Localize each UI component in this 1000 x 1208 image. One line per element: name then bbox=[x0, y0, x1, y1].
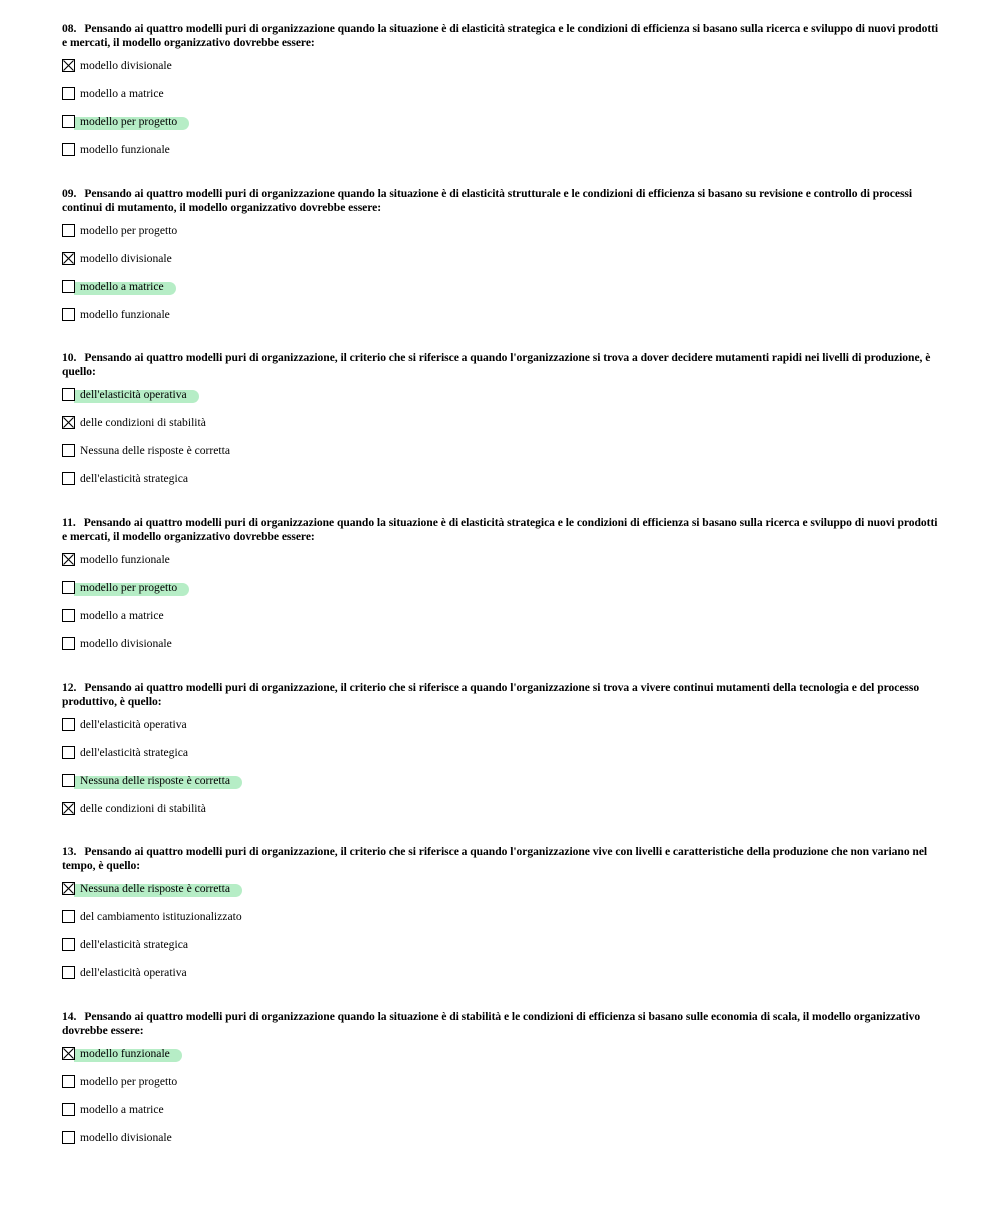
checked-checkbox-icon[interactable] bbox=[62, 882, 75, 895]
answer-option[interactable] bbox=[62, 388, 942, 416]
option-label: modello a matrice bbox=[80, 608, 164, 622]
answer-option[interactable] bbox=[62, 1047, 942, 1075]
option-label: dell'elasticità operativa bbox=[80, 965, 187, 979]
options-list bbox=[62, 59, 942, 170]
question-11 bbox=[62, 516, 942, 664]
question-number: 13 . bbox=[62, 845, 76, 858]
question-number: 14 . bbox=[62, 1010, 76, 1023]
question-08 bbox=[62, 22, 942, 170]
x-mark-icon bbox=[63, 554, 74, 565]
answer-option[interactable] bbox=[62, 444, 942, 472]
option-label: modello per progetto bbox=[80, 224, 178, 238]
empty-checkbox-icon[interactable] bbox=[62, 746, 75, 759]
options-list bbox=[62, 224, 942, 335]
answer-option[interactable] bbox=[62, 1131, 942, 1159]
empty-checkbox-icon[interactable] bbox=[62, 472, 75, 485]
option-label: Nessuna delle risposte è corretta bbox=[80, 882, 231, 896]
answer-option[interactable] bbox=[62, 59, 942, 87]
question-body: Pensando ai quattro modelli puri di organizzazione quando la situazione è di elasticità strategica e le condizioni di efficienza si basano sulla ricerca e sviluppo di nuovi prodotti e mercati, il modello organizzativo dovrebbe essere: bbox=[62, 516, 938, 543]
answer-option[interactable] bbox=[62, 553, 942, 581]
empty-checkbox-icon[interactable] bbox=[62, 938, 75, 951]
option-label: modello funzionale bbox=[80, 307, 170, 321]
empty-checkbox-icon[interactable] bbox=[62, 1103, 75, 1116]
option-label: Nessuna delle risposte è corretta bbox=[80, 773, 231, 787]
answer-option[interactable] bbox=[62, 966, 942, 994]
question-body: Pensando ai quattro modelli puri di organizzazione quando la situazione è di elasticità strutturale e le condizioni di efficienza si basano su revisione e controllo di processi continui di mutamento, il modello organizzativo dovrebbe essere: bbox=[62, 187, 913, 214]
question-number: 11 . bbox=[62, 516, 76, 529]
answer-option[interactable] bbox=[62, 224, 942, 252]
question-09 bbox=[62, 187, 942, 335]
options-list bbox=[62, 718, 942, 829]
option-label: modello per progetto bbox=[80, 1074, 178, 1088]
question-14 bbox=[62, 1010, 942, 1158]
option-label: modello per progetto bbox=[80, 114, 178, 128]
empty-checkbox-icon[interactable] bbox=[62, 115, 75, 128]
option-label: modello a matrice bbox=[80, 86, 164, 100]
empty-checkbox-icon[interactable] bbox=[62, 637, 75, 650]
question-body: Pensando ai quattro modelli puri di organizzazione, il criterio che si riferisce a quando l'organizzazione si trova a vivere continui mutamenti della tecnologia e del processo produttivo, è quello: bbox=[62, 681, 920, 708]
empty-checkbox-icon[interactable] bbox=[62, 718, 75, 731]
option-label: modello a matrice bbox=[80, 279, 164, 293]
checked-checkbox-icon[interactable] bbox=[62, 252, 75, 265]
question-text bbox=[62, 22, 942, 49]
options-list bbox=[62, 553, 942, 664]
answer-option[interactable] bbox=[62, 938, 942, 966]
option-label: modello funzionale bbox=[80, 142, 170, 156]
question-number: 12 . bbox=[62, 681, 76, 694]
answer-option[interactable] bbox=[62, 1103, 942, 1131]
empty-checkbox-icon[interactable] bbox=[62, 143, 75, 156]
empty-checkbox-icon[interactable] bbox=[62, 581, 75, 594]
checked-checkbox-icon[interactable] bbox=[62, 416, 75, 429]
empty-checkbox-icon[interactable] bbox=[62, 444, 75, 457]
question-10 bbox=[62, 351, 942, 499]
empty-checkbox-icon[interactable] bbox=[62, 224, 75, 237]
option-label: modello funzionale bbox=[80, 1047, 170, 1061]
answer-option[interactable] bbox=[62, 143, 942, 171]
question-text bbox=[62, 681, 942, 708]
answer-option[interactable] bbox=[62, 115, 942, 143]
checked-checkbox-icon[interactable] bbox=[62, 1047, 75, 1060]
x-mark-icon bbox=[63, 417, 74, 428]
options-list bbox=[62, 1047, 942, 1158]
x-mark-icon bbox=[63, 803, 74, 814]
option-label: Nessuna delle risposte è corretta bbox=[80, 443, 231, 457]
answer-option[interactable] bbox=[62, 1075, 942, 1103]
x-mark-icon bbox=[63, 883, 74, 894]
checked-checkbox-icon[interactable] bbox=[62, 59, 75, 72]
empty-checkbox-icon[interactable] bbox=[62, 87, 75, 100]
option-label: dell'elasticità strategica bbox=[80, 937, 188, 951]
question-text bbox=[62, 845, 942, 872]
x-mark-icon bbox=[63, 60, 74, 71]
answer-option[interactable] bbox=[62, 252, 942, 280]
question-body: Pensando ai quattro modelli puri di organizzazione, il criterio che si riferisce a quando l'organizzazione vive con livelli e caratteristiche della produzione che non variano nel tempo, è quello: bbox=[62, 845, 928, 872]
options-list bbox=[62, 882, 942, 993]
question-12 bbox=[62, 681, 942, 829]
answer-option[interactable] bbox=[62, 774, 942, 802]
empty-checkbox-icon[interactable] bbox=[62, 774, 75, 787]
option-label: del cambiamento istituzionalizzato bbox=[80, 909, 242, 923]
question-13 bbox=[62, 845, 942, 993]
empty-checkbox-icon[interactable] bbox=[62, 609, 75, 622]
question-body: Pensando ai quattro modelli puri di organizzazione quando la situazione è di stabilità e le condizioni di efficienza si basano sulle economia di scala, il modello organizzativo dovrebbe essere: bbox=[62, 1010, 921, 1037]
option-label: modello funzionale bbox=[80, 553, 170, 567]
empty-checkbox-icon[interactable] bbox=[62, 308, 75, 321]
empty-checkbox-icon[interactable] bbox=[62, 1075, 75, 1088]
answer-option[interactable] bbox=[62, 802, 942, 830]
answer-option[interactable] bbox=[62, 882, 942, 910]
answer-option[interactable] bbox=[62, 280, 942, 308]
empty-checkbox-icon[interactable] bbox=[62, 910, 75, 923]
option-label: modello divisionale bbox=[80, 1130, 172, 1144]
question-body: Pensando ai quattro modelli puri di organizzazione quando la situazione è di elasticità strategica e le condizioni di efficienza si basano sulla ricerca e sviluppo di nuovi prodotti e mercati, il modello organizzativo dovrebbe essere: bbox=[62, 22, 939, 49]
options-list bbox=[62, 388, 942, 499]
option-label: modello divisionale bbox=[80, 59, 172, 73]
answer-option[interactable] bbox=[62, 87, 942, 115]
x-mark-icon bbox=[63, 253, 74, 264]
question-number: 09 . bbox=[62, 187, 76, 200]
option-label: modello per progetto bbox=[80, 580, 178, 594]
option-label: modello divisionale bbox=[80, 251, 172, 265]
answer-option[interactable] bbox=[62, 581, 942, 609]
empty-checkbox-icon[interactable] bbox=[62, 1131, 75, 1144]
answer-option[interactable] bbox=[62, 416, 942, 444]
option-label: delle condizioni di stabilità bbox=[80, 801, 206, 815]
question-number: 08 . bbox=[62, 22, 76, 35]
question-text bbox=[62, 187, 942, 214]
option-label: modello divisionale bbox=[80, 636, 172, 650]
question-text bbox=[62, 1010, 942, 1037]
answer-option[interactable] bbox=[62, 637, 942, 665]
answer-option[interactable] bbox=[62, 746, 942, 774]
option-label: dell'elasticità operativa bbox=[80, 388, 187, 402]
question-number: 10 . bbox=[62, 351, 76, 364]
answer-option[interactable] bbox=[62, 308, 942, 336]
answer-option[interactable] bbox=[62, 472, 942, 500]
answer-option[interactable] bbox=[62, 910, 942, 938]
option-label: delle condizioni di stabilità bbox=[80, 415, 206, 429]
option-label: dell'elasticità operativa bbox=[80, 718, 187, 732]
checked-checkbox-icon[interactable] bbox=[62, 553, 75, 566]
question-text bbox=[62, 516, 942, 543]
empty-checkbox-icon[interactable] bbox=[62, 280, 75, 293]
checked-checkbox-icon[interactable] bbox=[62, 802, 75, 815]
answer-option[interactable] bbox=[62, 718, 942, 746]
option-label: modello a matrice bbox=[80, 1102, 164, 1116]
answer-option[interactable] bbox=[62, 609, 942, 637]
option-label: dell'elasticità strategica bbox=[80, 471, 188, 485]
x-mark-icon bbox=[63, 1048, 74, 1059]
question-text bbox=[62, 351, 942, 378]
empty-checkbox-icon[interactable] bbox=[62, 388, 75, 401]
question-body: Pensando ai quattro modelli puri di organizzazione, il criterio che si riferisce a quando l'organizzazione si trova a dover decidere mutamenti rapidi nei livelli di produzione, è quello: bbox=[62, 351, 931, 378]
option-label: dell'elasticità strategica bbox=[80, 745, 188, 759]
empty-checkbox-icon[interactable] bbox=[62, 966, 75, 979]
